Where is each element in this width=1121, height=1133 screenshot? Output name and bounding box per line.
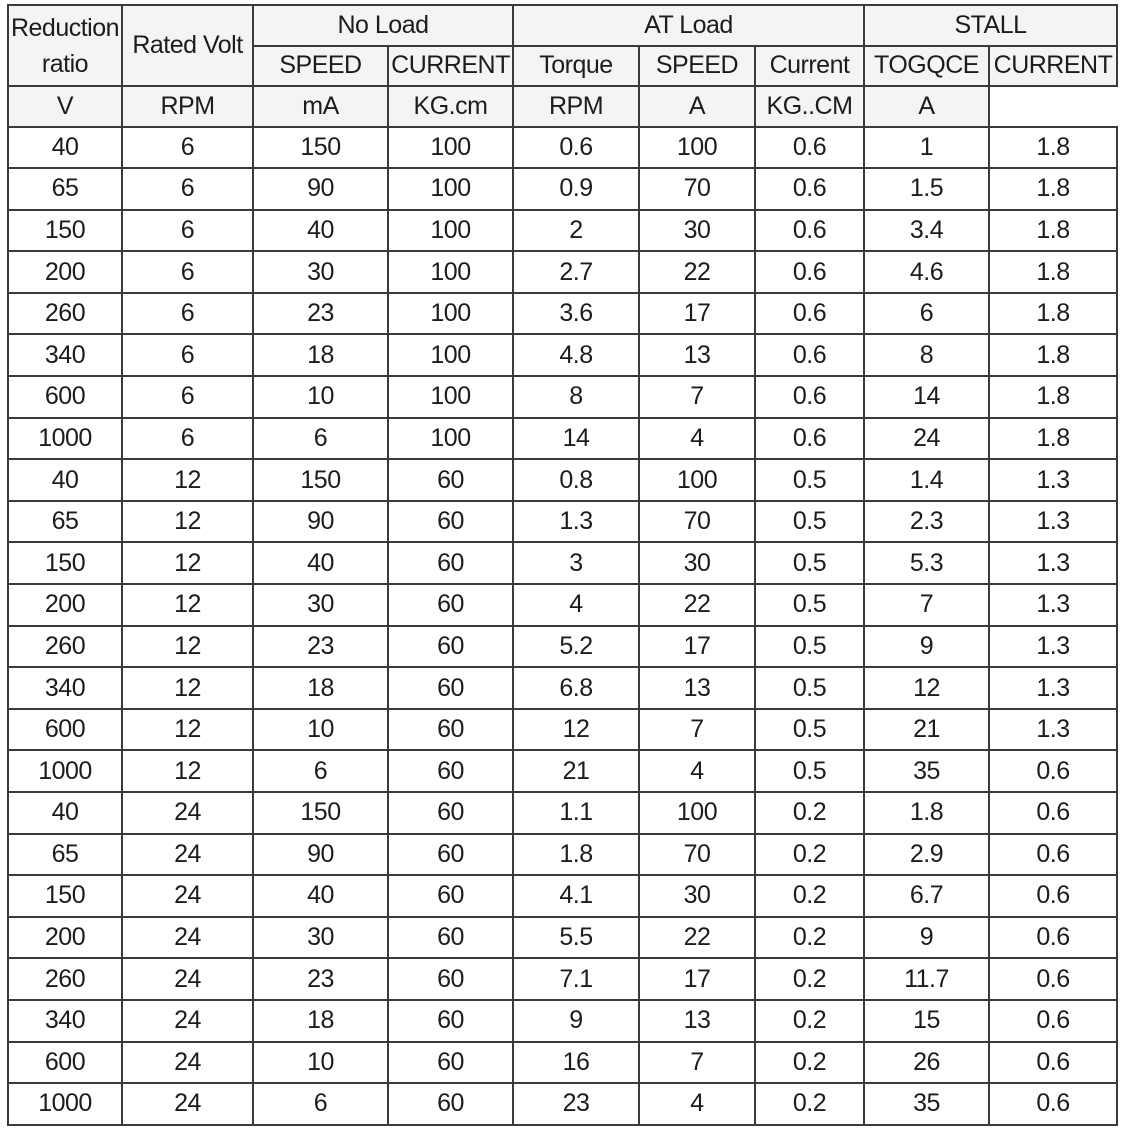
no-load-speed-cell: 10 (253, 709, 388, 751)
table-row (8, 1000, 1117, 1042)
at-load-torque-cell: 16 (513, 1042, 639, 1084)
at-load-current-cell: 0.6 (755, 293, 864, 335)
reduction-ratio-cell: 600 (8, 1042, 122, 1084)
reduction-ratio-cell: 200 (8, 251, 122, 293)
at-load-current-cell: 0.5 (755, 542, 864, 584)
reduction-ratio-cell: 65 (8, 834, 122, 876)
at-load-torque-cell: 5.2 (513, 626, 639, 668)
at-load-speed-cell: 70 (639, 168, 755, 210)
reduction-ratio-header (8, 5, 122, 86)
no-load-speed-cell: 150 (253, 792, 388, 834)
rated-volt-cell: 6 (122, 168, 253, 210)
at-load-speed-cell: 70 (639, 501, 755, 543)
at-load-speed-cell: 13 (639, 667, 755, 709)
stall-torque-cell: 12 (864, 667, 989, 709)
at-load-current-cell: 0.5 (755, 626, 864, 668)
reduction-ratio-cell: 65 (8, 501, 122, 543)
stall-torque-cell: 6.7 (864, 875, 989, 917)
stall-current-cell: 1.3 (989, 667, 1117, 709)
stall-torque-cell: 35 (864, 750, 989, 792)
table-row (8, 1083, 1117, 1125)
no-load-speed-cell: 30 (253, 251, 388, 293)
at-load-torque-cell: 21 (513, 750, 639, 792)
at-load-speed-cell: 100 (639, 792, 755, 834)
reduction-ratio-cell: 340 (8, 667, 122, 709)
at-load-torque-cell: 4.8 (513, 334, 639, 376)
stall-torque-cell: 35 (864, 1083, 989, 1125)
at-load-current-cell: 0.5 (755, 667, 864, 709)
at-load-speed-cell: 30 (639, 875, 755, 917)
no-load-current-cell: 100 (388, 168, 513, 210)
no-load-current-cell: 60 (388, 501, 513, 543)
at-load-torque-cell: 1.3 (513, 501, 639, 543)
rated-volt-cell: 12 (122, 750, 253, 792)
at-load-current-cell: 0.2 (755, 792, 864, 834)
at-load-current-cell: 0.6 (755, 376, 864, 418)
no-load-current-cell: 60 (388, 750, 513, 792)
at-load-torque-cell: 8 (513, 376, 639, 418)
reduction-ratio-cell: 600 (8, 376, 122, 418)
table-header (8, 5, 1117, 127)
at-load-speed-cell: 7 (639, 376, 755, 418)
no-load-speed-cell: 40 (253, 542, 388, 584)
stall-torque-cell: 24 (864, 418, 989, 460)
stall-current-cell: 1.3 (989, 709, 1117, 751)
table-body (8, 127, 1117, 1125)
at-load-current-cell: 0.2 (755, 1000, 864, 1042)
header-row-groups (8, 5, 1117, 46)
no-load-current-cell: 100 (388, 418, 513, 460)
table-row (8, 917, 1117, 959)
no-load-current-cell: 60 (388, 792, 513, 834)
rated-volt-cell: 12 (122, 709, 253, 751)
reduction-ratio-cell: 1000 (8, 418, 122, 460)
table-row (8, 501, 1117, 543)
no-load-speed-cell: 18 (253, 1000, 388, 1042)
stall-current-cell: 0.6 (989, 750, 1117, 792)
no-load-speed-cell: 90 (253, 501, 388, 543)
at-load-current-header: Current (755, 46, 864, 87)
rated-volt-cell: 6 (122, 293, 253, 335)
stall-torque-cell: 3.4 (864, 210, 989, 252)
table-row (8, 875, 1117, 917)
no-load-speed-unit: RPM (122, 86, 253, 127)
no-load-speed-cell: 90 (253, 168, 388, 210)
stall-current-cell: 1.3 (989, 459, 1117, 501)
no-load-speed-cell: 10 (253, 376, 388, 418)
no-load-speed-cell: 30 (253, 917, 388, 959)
stall-torque-cell: 2.9 (864, 834, 989, 876)
no-load-speed-cell: 150 (253, 459, 388, 501)
at-load-speed-cell: 13 (639, 334, 755, 376)
at-load-speed-header: SPEED (639, 46, 755, 87)
reduction-ratio-cell: 600 (8, 709, 122, 751)
stall-current-header: CURRENT (989, 46, 1117, 87)
at-load-torque-cell: 6.8 (513, 667, 639, 709)
stall-torque-cell: 11.7 (864, 958, 989, 1000)
rated-volt-cell: 6 (122, 334, 253, 376)
stall-current-cell: 1.8 (989, 334, 1117, 376)
stall-current-cell: 1.8 (989, 293, 1117, 335)
no-load-current-cell: 60 (388, 709, 513, 751)
reduction-ratio-cell: 40 (8, 459, 122, 501)
rated-volt-cell: 12 (122, 626, 253, 668)
at-load-torque-cell: 3 (513, 542, 639, 584)
at-load-torque-cell: 3.6 (513, 293, 639, 335)
at-load-current-unit: A (639, 86, 755, 127)
stall-current-cell: 1.8 (989, 168, 1117, 210)
no-load-current-cell: 60 (388, 1042, 513, 1084)
stall-current-cell: 1.3 (989, 584, 1117, 626)
table-row (8, 667, 1117, 709)
no-load-current-cell: 60 (388, 584, 513, 626)
at-load-current-cell: 0.6 (755, 418, 864, 460)
at-load-current-cell: 0.2 (755, 1042, 864, 1084)
table-row (8, 418, 1117, 460)
no-load-current-cell: 60 (388, 667, 513, 709)
stall-current-cell: 0.6 (989, 917, 1117, 959)
at-load-current-cell: 0.2 (755, 917, 864, 959)
at-load-speed-cell: 7 (639, 709, 755, 751)
stall-torque-unit: KG..CM (755, 86, 864, 127)
reduction-ratio-cell: 200 (8, 917, 122, 959)
stall-torque-header: TOGQCE (864, 46, 989, 87)
reduction-ratio-cell: 150 (8, 875, 122, 917)
at-load-current-cell: 0.6 (755, 127, 864, 169)
no-load-group-header: No Load (253, 5, 513, 46)
at-load-speed-cell: 22 (639, 917, 755, 959)
at-load-current-cell: 0.5 (755, 709, 864, 751)
no-load-speed-cell: 6 (253, 750, 388, 792)
stall-current-cell: 0.6 (989, 875, 1117, 917)
table-row (8, 127, 1117, 169)
no-load-speed-cell: 40 (253, 210, 388, 252)
stall-current-cell: 1.3 (989, 626, 1117, 668)
no-load-speed-cell: 18 (253, 667, 388, 709)
at-load-torque-cell: 2.7 (513, 251, 639, 293)
reduction-ratio-cell: 260 (8, 293, 122, 335)
reduction-ratio-header-line2: ratio (41, 49, 89, 78)
rated-volt-cell: 6 (122, 418, 253, 460)
rated-volt-cell: 6 (122, 251, 253, 293)
rated-volt-cell: 24 (122, 1000, 253, 1042)
stall-current-cell: 0.6 (989, 792, 1117, 834)
at-load-torque-cell: 7.1 (513, 958, 639, 1000)
at-load-current-cell: 0.5 (755, 459, 864, 501)
no-load-speed-cell: 18 (253, 334, 388, 376)
no-load-current-cell: 60 (388, 459, 513, 501)
at-load-current-cell: 0.6 (755, 168, 864, 210)
no-load-current-cell: 100 (388, 334, 513, 376)
no-load-speed-header: SPEED (253, 46, 388, 87)
no-load-current-cell: 100 (388, 293, 513, 335)
stall-torque-cell: 7 (864, 584, 989, 626)
header-row-units (8, 86, 1117, 127)
at-load-torque-cell: 12 (513, 709, 639, 751)
at-load-speed-cell: 17 (639, 958, 755, 1000)
no-load-speed-cell: 23 (253, 958, 388, 1000)
at-load-speed-cell: 30 (639, 210, 755, 252)
rated-volt-cell: 12 (122, 584, 253, 626)
rated-volt-cell: 6 (122, 127, 253, 169)
rated-volt-cell: 12 (122, 542, 253, 584)
at-load-speed-cell: 7 (639, 1042, 755, 1084)
stall-torque-cell: 6 (864, 293, 989, 335)
no-load-current-cell: 60 (388, 542, 513, 584)
at-load-current-cell: 0.2 (755, 958, 864, 1000)
no-load-speed-cell: 23 (253, 293, 388, 335)
no-load-current-cell: 100 (388, 251, 513, 293)
stall-torque-cell: 1 (864, 127, 989, 169)
at-load-speed-cell: 4 (639, 418, 755, 460)
stall-current-cell: 1.8 (989, 251, 1117, 293)
stall-torque-cell: 4.6 (864, 251, 989, 293)
at-load-group-header: AT Load (513, 5, 864, 46)
rated-volt-unit: V (8, 86, 122, 127)
table-row (8, 1042, 1117, 1084)
rated-volt-cell: 24 (122, 834, 253, 876)
no-load-current-cell: 100 (388, 210, 513, 252)
at-load-torque-cell: 14 (513, 418, 639, 460)
table-row (8, 334, 1117, 376)
stall-torque-cell: 15 (864, 1000, 989, 1042)
at-load-current-cell: 0.2 (755, 834, 864, 876)
table-row (8, 750, 1117, 792)
stall-current-cell: 1.8 (989, 376, 1117, 418)
at-load-speed-cell: 22 (639, 584, 755, 626)
no-load-speed-cell: 30 (253, 584, 388, 626)
table-row (8, 709, 1117, 751)
rated-volt-cell: 24 (122, 1042, 253, 1084)
rated-volt-cell: 24 (122, 917, 253, 959)
stall-torque-cell: 14 (864, 376, 989, 418)
at-load-current-cell: 0.5 (755, 584, 864, 626)
table-row (8, 584, 1117, 626)
reduction-ratio-cell: 340 (8, 334, 122, 376)
rated-volt-cell: 12 (122, 667, 253, 709)
motor-spec-table (7, 4, 1118, 1126)
table-row (8, 626, 1117, 668)
at-load-speed-cell: 17 (639, 293, 755, 335)
stall-torque-cell: 1.5 (864, 168, 989, 210)
at-load-torque-cell: 9 (513, 1000, 639, 1042)
at-load-current-cell: 0.5 (755, 750, 864, 792)
reduction-ratio-cell: 1000 (8, 1083, 122, 1125)
stall-torque-cell: 21 (864, 709, 989, 751)
stall-current-cell: 1.3 (989, 542, 1117, 584)
at-load-torque-cell: 5.5 (513, 917, 639, 959)
reduction-ratio-cell: 340 (8, 1000, 122, 1042)
table-row (8, 168, 1117, 210)
rated-volt-cell: 6 (122, 210, 253, 252)
rated-volt-cell: 24 (122, 792, 253, 834)
reduction-ratio-cell: 200 (8, 584, 122, 626)
at-load-speed-unit: RPM (513, 86, 639, 127)
table-row (8, 376, 1117, 418)
stall-group-header: STALL (864, 5, 1117, 46)
stall-torque-cell: 26 (864, 1042, 989, 1084)
no-load-speed-cell: 23 (253, 626, 388, 668)
no-load-speed-cell: 150 (253, 127, 388, 169)
at-load-torque-cell: 4.1 (513, 875, 639, 917)
at-load-current-cell: 0.5 (755, 501, 864, 543)
table-row (8, 542, 1117, 584)
reduction-ratio-cell: 260 (8, 626, 122, 668)
stall-torque-cell: 1.4 (864, 459, 989, 501)
no-load-current-cell: 60 (388, 875, 513, 917)
at-load-speed-cell: 100 (639, 127, 755, 169)
table-row (8, 958, 1117, 1000)
at-load-current-cell: 0.6 (755, 210, 864, 252)
rated-volt-cell: 6 (122, 376, 253, 418)
no-load-current-cell: 100 (388, 127, 513, 169)
rated-volt-cell: 12 (122, 459, 253, 501)
no-load-speed-cell: 6 (253, 1083, 388, 1125)
table-row (8, 459, 1117, 501)
stall-torque-cell: 1.8 (864, 792, 989, 834)
no-load-current-cell: 60 (388, 1000, 513, 1042)
at-load-speed-cell: 4 (639, 1083, 755, 1125)
stall-current-cell: 0.6 (989, 958, 1117, 1000)
table-row (8, 792, 1117, 834)
no-load-current-cell: 60 (388, 626, 513, 668)
stall-current-cell: 0.6 (989, 1000, 1117, 1042)
at-load-torque-header: Torque (513, 46, 639, 87)
at-load-speed-cell: 100 (639, 459, 755, 501)
rated-volt-cell: 12 (122, 501, 253, 543)
stall-current-unit: A (864, 86, 989, 127)
no-load-current-unit: mA (253, 86, 388, 127)
at-load-speed-cell: 30 (639, 542, 755, 584)
rated-volt-cell: 24 (122, 958, 253, 1000)
no-load-current-cell: 60 (388, 958, 513, 1000)
no-load-speed-cell: 40 (253, 875, 388, 917)
at-load-torque-cell: 0.8 (513, 459, 639, 501)
stall-torque-cell: 9 (864, 626, 989, 668)
stall-torque-cell: 2.3 (864, 501, 989, 543)
rated-volt-cell: 24 (122, 875, 253, 917)
reduction-ratio-header-line1: Reduction (10, 13, 120, 42)
at-load-torque-cell: 1.1 (513, 792, 639, 834)
reduction-ratio-cell: 150 (8, 542, 122, 584)
reduction-ratio-cell: 65 (8, 168, 122, 210)
no-load-current-cell: 100 (388, 376, 513, 418)
reduction-ratio-cell: 40 (8, 792, 122, 834)
reduction-ratio-cell: 260 (8, 958, 122, 1000)
at-load-current-cell: 0.2 (755, 875, 864, 917)
at-load-speed-cell: 22 (639, 251, 755, 293)
at-load-speed-cell: 4 (639, 750, 755, 792)
at-load-torque-cell: 23 (513, 1083, 639, 1125)
table-row (8, 251, 1117, 293)
no-load-speed-cell: 6 (253, 418, 388, 460)
stall-current-cell: 0.6 (989, 1042, 1117, 1084)
rated-volt-header: Rated Volt (122, 5, 253, 86)
stall-current-cell: 1.8 (989, 210, 1117, 252)
stall-current-cell: 0.6 (989, 834, 1117, 876)
no-load-speed-cell: 90 (253, 834, 388, 876)
at-load-torque-cell: 2 (513, 210, 639, 252)
no-load-current-header: CURRENT (388, 46, 513, 87)
at-load-torque-cell: 0.9 (513, 168, 639, 210)
at-load-speed-cell: 13 (639, 1000, 755, 1042)
at-load-speed-cell: 70 (639, 834, 755, 876)
at-load-speed-cell: 17 (639, 626, 755, 668)
no-load-current-cell: 60 (388, 834, 513, 876)
no-load-current-cell: 60 (388, 917, 513, 959)
table-row (8, 210, 1117, 252)
at-load-torque-cell: 1.8 (513, 834, 639, 876)
no-load-speed-cell: 10 (253, 1042, 388, 1084)
table-row (8, 293, 1117, 335)
reduction-ratio-cell: 1000 (8, 750, 122, 792)
at-load-current-cell: 0.2 (755, 1083, 864, 1125)
stall-current-cell: 0.6 (989, 1083, 1117, 1125)
at-load-current-cell: 0.6 (755, 251, 864, 293)
at-load-torque-cell: 4 (513, 584, 639, 626)
rated-volt-cell: 24 (122, 1083, 253, 1125)
stall-torque-cell: 9 (864, 917, 989, 959)
stall-torque-cell: 5.3 (864, 542, 989, 584)
at-load-torque-cell: 0.6 (513, 127, 639, 169)
no-load-current-cell: 60 (388, 1083, 513, 1125)
reduction-ratio-cell: 150 (8, 210, 122, 252)
stall-torque-cell: 8 (864, 334, 989, 376)
at-load-torque-unit: KG.cm (388, 86, 513, 127)
stall-current-cell: 1.3 (989, 501, 1117, 543)
at-load-current-cell: 0.6 (755, 334, 864, 376)
stall-current-cell: 1.8 (989, 418, 1117, 460)
reduction-ratio-cell: 40 (8, 127, 122, 169)
table-row (8, 834, 1117, 876)
stall-current-cell: 1.8 (989, 127, 1117, 169)
